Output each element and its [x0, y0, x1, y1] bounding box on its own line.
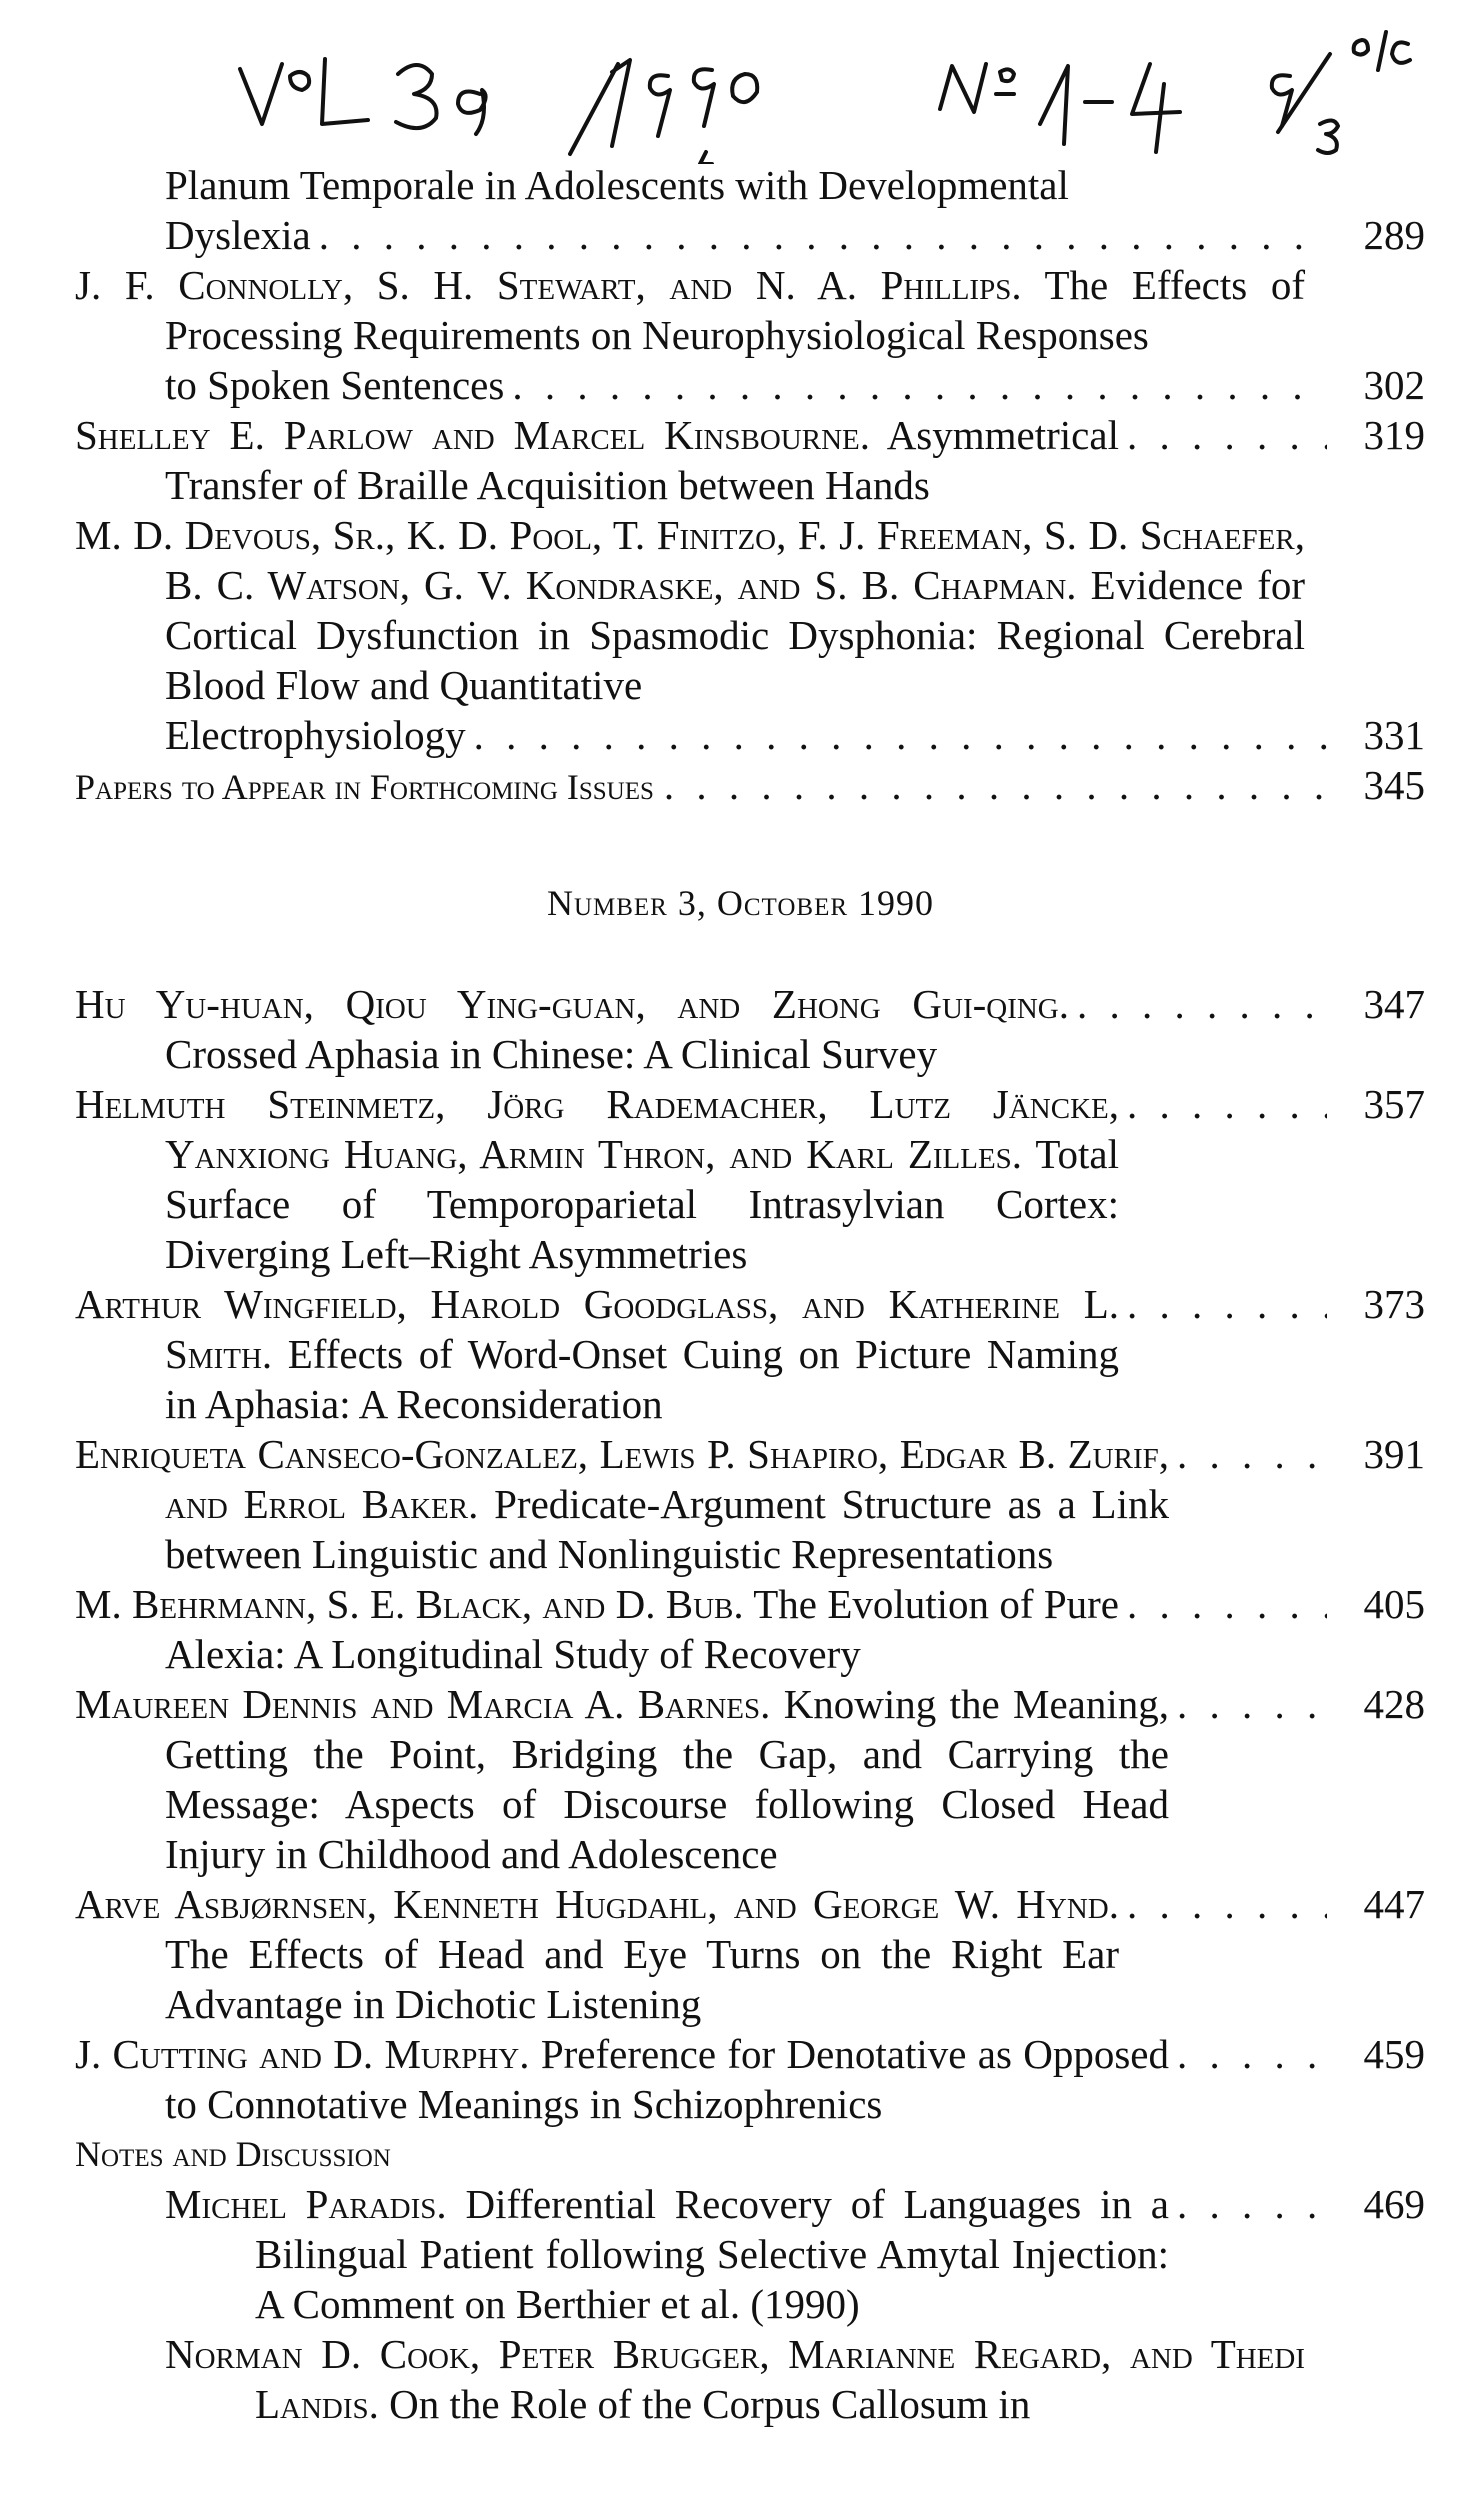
page-number: 469 — [1363, 2181, 1425, 2227]
toc-entry — [75, 410, 1425, 510]
dot-leader — [1127, 1279, 1327, 1329]
entry-title: Planum Temporale in Adolescents with Developmental — [165, 162, 1069, 208]
entry-title: Evidence for Cortical Dysfunction in Spasmodic Dysphonia: Regional Cerebral Blood Flow and Quantitative — [165, 562, 1305, 708]
dot-leader — [1127, 1879, 1327, 1929]
dot-leader — [664, 760, 1327, 810]
entry-title: Predicate-Argument Structure as a Link between Linguistic and Nonlinguistic Representations — [165, 1481, 1169, 1577]
page-number: 289 — [1363, 212, 1425, 258]
entry-title-end: Dyslexia — [165, 212, 311, 258]
papers-to-appear — [75, 760, 1425, 812]
entry-authors: M. Behrmann, S. E. Black, and D. Bub. — [75, 1581, 744, 1627]
entry-title: The Effects of Processing Requirements on Neurophysiological Responses — [165, 262, 1306, 358]
toc-entry — [75, 1579, 1425, 1679]
papers-to-appear-label: Papers to Appear in Forthcoming Issues — [75, 767, 654, 807]
dot-leader — [1177, 2179, 1327, 2229]
page-number: 405 — [1363, 1581, 1425, 1627]
handwritten-annotation — [0, 14, 1481, 164]
entry-title: Preference for Denotative as Opposed to Connotative Meanings in Schizophrenics — [165, 2031, 1169, 2127]
toc-entry — [75, 1679, 1425, 1879]
entry-authors: Norman D. Cook, Peter Brugger, Marianne Regard, and Thedi Landis. — [165, 2331, 1305, 2427]
dot-leader — [319, 210, 1327, 260]
toc-entry — [75, 1429, 1425, 1579]
dot-leader — [1177, 1679, 1327, 1729]
table-of-contents — [0, 160, 1481, 2429]
entry-title: Asymmetrical Transfer of Braille Acquisition between Hands — [165, 412, 1119, 508]
entry-authors: Hu Yu-huan, Qiou Ying-guan, and Zhong Gui-qing. — [75, 981, 1069, 1027]
page-number: 319 — [1363, 412, 1425, 458]
entry-authors: Arthur Wingfield, Harold Goodglass, and Katherine L. Smith. — [75, 1281, 1119, 1377]
entry-title: Total Surface of Temporoparietal Intrasylvian Cortex: Diverging Left–Right Asymmetries — [165, 1131, 1120, 1277]
notes-heading: Notes and Discussion — [75, 2134, 391, 2174]
dot-leader — [1127, 410, 1327, 460]
page-number: 357 — [1363, 1081, 1425, 1127]
dot-leader — [1177, 1429, 1327, 1479]
handwriting-sketch — [0, 14, 1481, 164]
page-number: 345 — [1363, 762, 1425, 808]
entry-title: Differential Recovery of Languages in a Bilingual Patient following Selective Amytal Injection: A Comment on Berthier et al. (1990) — [255, 2181, 1169, 2327]
dot-leader — [1077, 979, 1327, 1029]
toc-entry — [75, 510, 1425, 760]
entry-authors: J. Cutting and D. Murphy. — [75, 2031, 530, 2077]
entry-title: The Evolution of Pure Alexia: A Longitudinal Study of Recovery — [165, 1581, 1119, 1677]
toc-entry — [165, 2329, 1425, 2429]
toc-entry — [165, 2179, 1425, 2329]
page-number: 428 — [1363, 1681, 1425, 1727]
dot-leader — [1177, 2029, 1327, 2079]
toc-entry — [75, 1879, 1425, 2029]
toc-entry — [75, 1279, 1425, 1429]
entry-title: Crossed Aphasia in Chinese: A Clinical Survey — [165, 1031, 938, 1077]
page-number: 391 — [1363, 1431, 1425, 1477]
entry-authors: Shelley E. Parlow and Marcel Kinsbourne. — [75, 412, 870, 458]
entry-authors: Arve Asbjørnsen, Kenneth Hugdahl, and George W. Hynd. — [75, 1881, 1119, 1927]
page-number: 331 — [1363, 712, 1425, 758]
issue-heading: Number 3, October 1990 — [546, 883, 935, 923]
page-number: 373 — [1363, 1281, 1425, 1327]
entry-authors: Maureen Dennis and Marcia A. Barnes. — [75, 1681, 771, 1727]
toc-entry — [75, 1079, 1425, 1279]
dot-leader — [474, 710, 1327, 760]
toc-entry — [75, 160, 1425, 260]
page-number: 459 — [1363, 2031, 1425, 2077]
page-number: 347 — [1363, 981, 1425, 1027]
entry-title: Effects of Word-Onset Cuing on Picture Naming in Aphasia: A Reconsideration — [165, 1331, 1119, 1427]
entry-authors: J. F. Connolly, S. H. Stewart, and N. A. Phillips. — [75, 262, 1022, 308]
page-number: 302 — [1363, 362, 1425, 408]
entry-title: On the Role of the Corpus Callosum in — [389, 2381, 1031, 2427]
entry-authors: Enriqueta Canseco-Gonzalez, Lewis P. Shapiro, Edgar B. Zurif, and Errol Baker. — [75, 1431, 1169, 1527]
entry-title: The Effects of Head and Eye Turns on the Right Ear Advantage in Dichotic Listening — [165, 1931, 1119, 2027]
entry-title-end: Electrophysiology — [165, 712, 466, 758]
dot-leader — [1127, 1079, 1327, 1129]
toc-entry — [75, 2029, 1425, 2129]
page-number: 447 — [1363, 1881, 1425, 1927]
entry-title: Knowing the Meaning, Getting the Point, Bridging the Gap, and Carrying the Message: Aspects of Discourse following Closed Head Injury in Childhood and Adolescence — [165, 1681, 1169, 1877]
dot-leader — [512, 360, 1327, 410]
entry-authors: Helmuth Steinmetz, Jörg Rademacher, Lutz Jäncke, Yanxiong Huang, Armin Thron, and Karl Zilles. — [75, 1081, 1119, 1177]
entry-authors: M. D. Devous, Sr., K. D. Pool, T. Finitzo, F. J. Freeman, S. D. Schaefer, B. C. Watson, G. V. Kondraske, and S. B. Chapman. — [75, 512, 1305, 608]
entry-title-end: to Spoken Sentences — [165, 362, 505, 408]
toc-entry — [75, 979, 1425, 1079]
toc-entry — [75, 260, 1425, 410]
entry-authors: Michel Paradis. — [165, 2181, 447, 2227]
dot-leader — [1127, 1579, 1327, 1629]
